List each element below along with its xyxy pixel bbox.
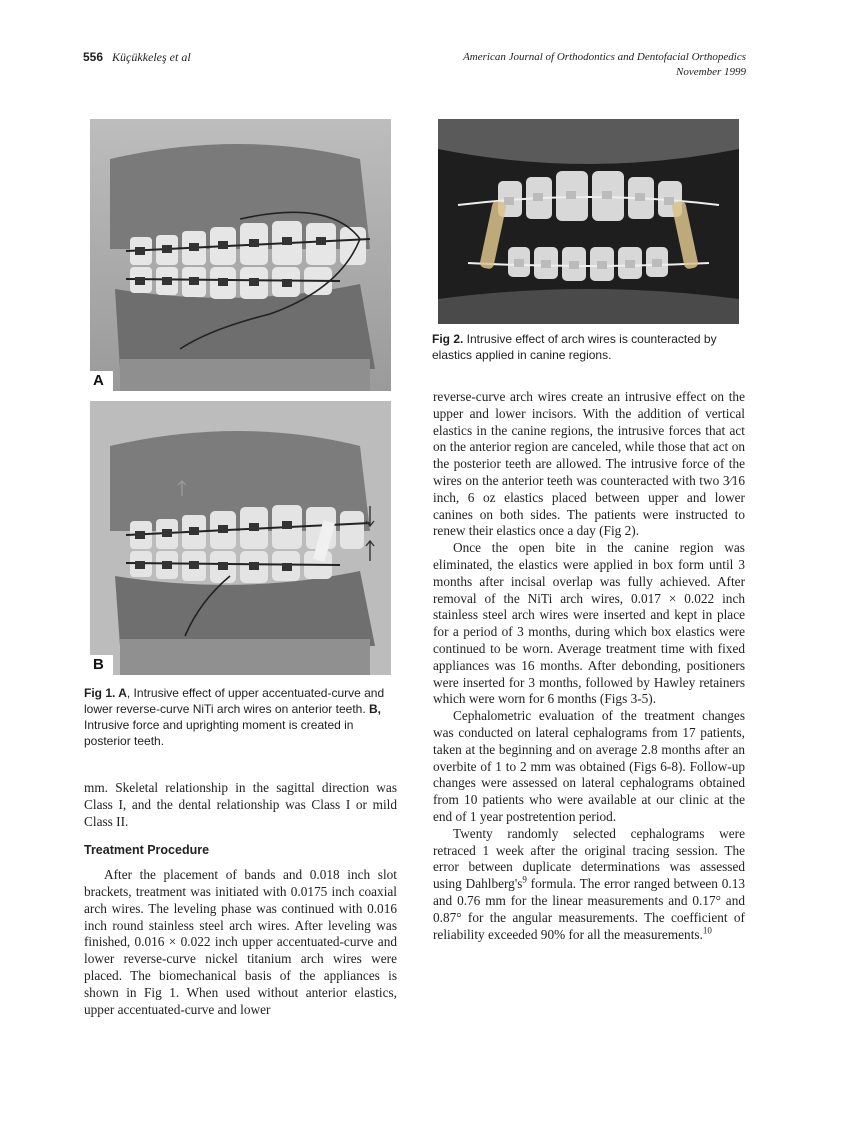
- figure-1-caption-lead: Fig 1. A: [84, 686, 127, 700]
- figure-1b-letter: B: [90, 655, 113, 675]
- running-header-right: [463, 50, 746, 80]
- figure-1-caption-lead-b: B,: [369, 702, 381, 716]
- page-number: 556: [83, 50, 104, 64]
- figure-1-caption-text-b: Intrusive force and uprighting moment is created in posterior teeth.: [84, 718, 354, 748]
- right-paragraph-2: Once the open bite in the canine region was eliminated, the elastics were applied in box form until 3 months after incisal overlap was fully achieved. After removal of the NiTi arch wires, 0.017 × 0.022 inch stainless steel arch wires were inserted and kept in place for a period of 3 months, during which box elastics were continued to be worn. Average treatment time with fixed appliances was 16 months. After debonding, positioners were inserted for 3 months, followed by Hawley retainers which were worn for 6 months (Figs 3-5).: [433, 540, 745, 707]
- figure-1a-letter: A: [90, 371, 113, 391]
- section-heading-treatment-procedure: Treatment Procedure: [84, 843, 210, 858]
- left-text-column: [84, 780, 397, 1018]
- citation-10: 10: [702, 925, 712, 936]
- running-authors: Küçükkeleş et al: [112, 50, 191, 64]
- right-paragraph-4-a: Twenty randomly selected cephalograms were retraced 1 week after the original tracing session. The error between duplicate determinations was assessed using Dahlberg's: [433, 825, 745, 892]
- intraoral-photo-illustration: [438, 119, 739, 324]
- figure-1a-photo: [90, 119, 391, 391]
- right-paragraph-1: [433, 389, 745, 540]
- journal-issue: November 1999: [676, 66, 746, 78]
- left-paragraph-1: mm. Skeletal relationship in the sagittal direction was Class I, and the dental relationship was Class I or mild Class II.: [84, 780, 397, 829]
- figure-1b-photo: [90, 401, 391, 675]
- dental-model-illustration: [90, 119, 391, 391]
- journal-title: American Journal of Orthodontics and Dentofacial Orthopedics: [463, 51, 746, 63]
- citation-9: 9: [522, 874, 527, 885]
- dental-model-force-illustration: [90, 401, 391, 675]
- figure-2-photo: [438, 119, 739, 324]
- elastic-size-fraction: 3⁄16: [722, 472, 745, 488]
- right-paragraph-3: Cephalometric evaluation of the treatment changes was conducted on lateral cephalograms from 17 patients, taken at the beginning and on average 2.8 months after an overbite of 1 to 2 mm was obtained (Figs 6-8). Follow-up changes were assessed on lateral cephalograms obtained from 10 patients who were available at our clinic at the end of 1 year postretention period.: [433, 708, 745, 824]
- figure-2-caption-text: Intrusive effect of arch wires is counteracted by elastics applied in canine regions.: [432, 332, 717, 362]
- right-paragraph-1-b: inch, 6 oz elastics placed between upper and lower canines on both sides. The patients were instructed to renew their elastics once a day (Fig 2).: [433, 489, 745, 539]
- figure-2-caption-lead: Fig 2.: [432, 332, 464, 346]
- figure-1-caption: [84, 685, 400, 749]
- running-header-left: [83, 50, 191, 65]
- figure-2-caption: [432, 331, 750, 363]
- right-paragraph-4-b: formula. The error ranged between 0.13 and 0.76 mm for the linear measurements and 0.17° and 0.87° for the angular measurements. The coefficient of reliability exceeded 90% for all the measurements.: [433, 876, 745, 942]
- right-paragraph-1-a: reverse-curve arch wires create an intrusive effect on the upper and lower incisors. With the addition of vertical elastics in the canine regions, the intrusive forces that act on the anterior region are canceled, while those that act on the posterior teeth are allowed. The intrusive force of the wires on the anterior teeth was counteracted with two: [433, 389, 745, 488]
- right-text-column: [433, 389, 745, 943]
- figure-1-caption-text-a: , Intrusive effect of upper accentuated-curve and lower reverse-curve NiTi arch wires on anterior teeth.: [84, 686, 385, 716]
- right-paragraph-4: [433, 826, 745, 944]
- left-paragraph-2: After the placement of bands and 0.018 inch slot brackets, treatment was initiated with 0.0175 inch coaxial arch wires. The leveling phase was continued with 0.016 inch round stainless steel arch wires. After leveling was finished, 0.016 × 0.022 inch upper accentuated-curve and lower reverse-curve nickel titanium arch wires were placed. The biomechanical basis of the appliances is shown in Fig 1. When used without anterior elastics, upper accentuated-curve and lower: [84, 867, 397, 1017]
